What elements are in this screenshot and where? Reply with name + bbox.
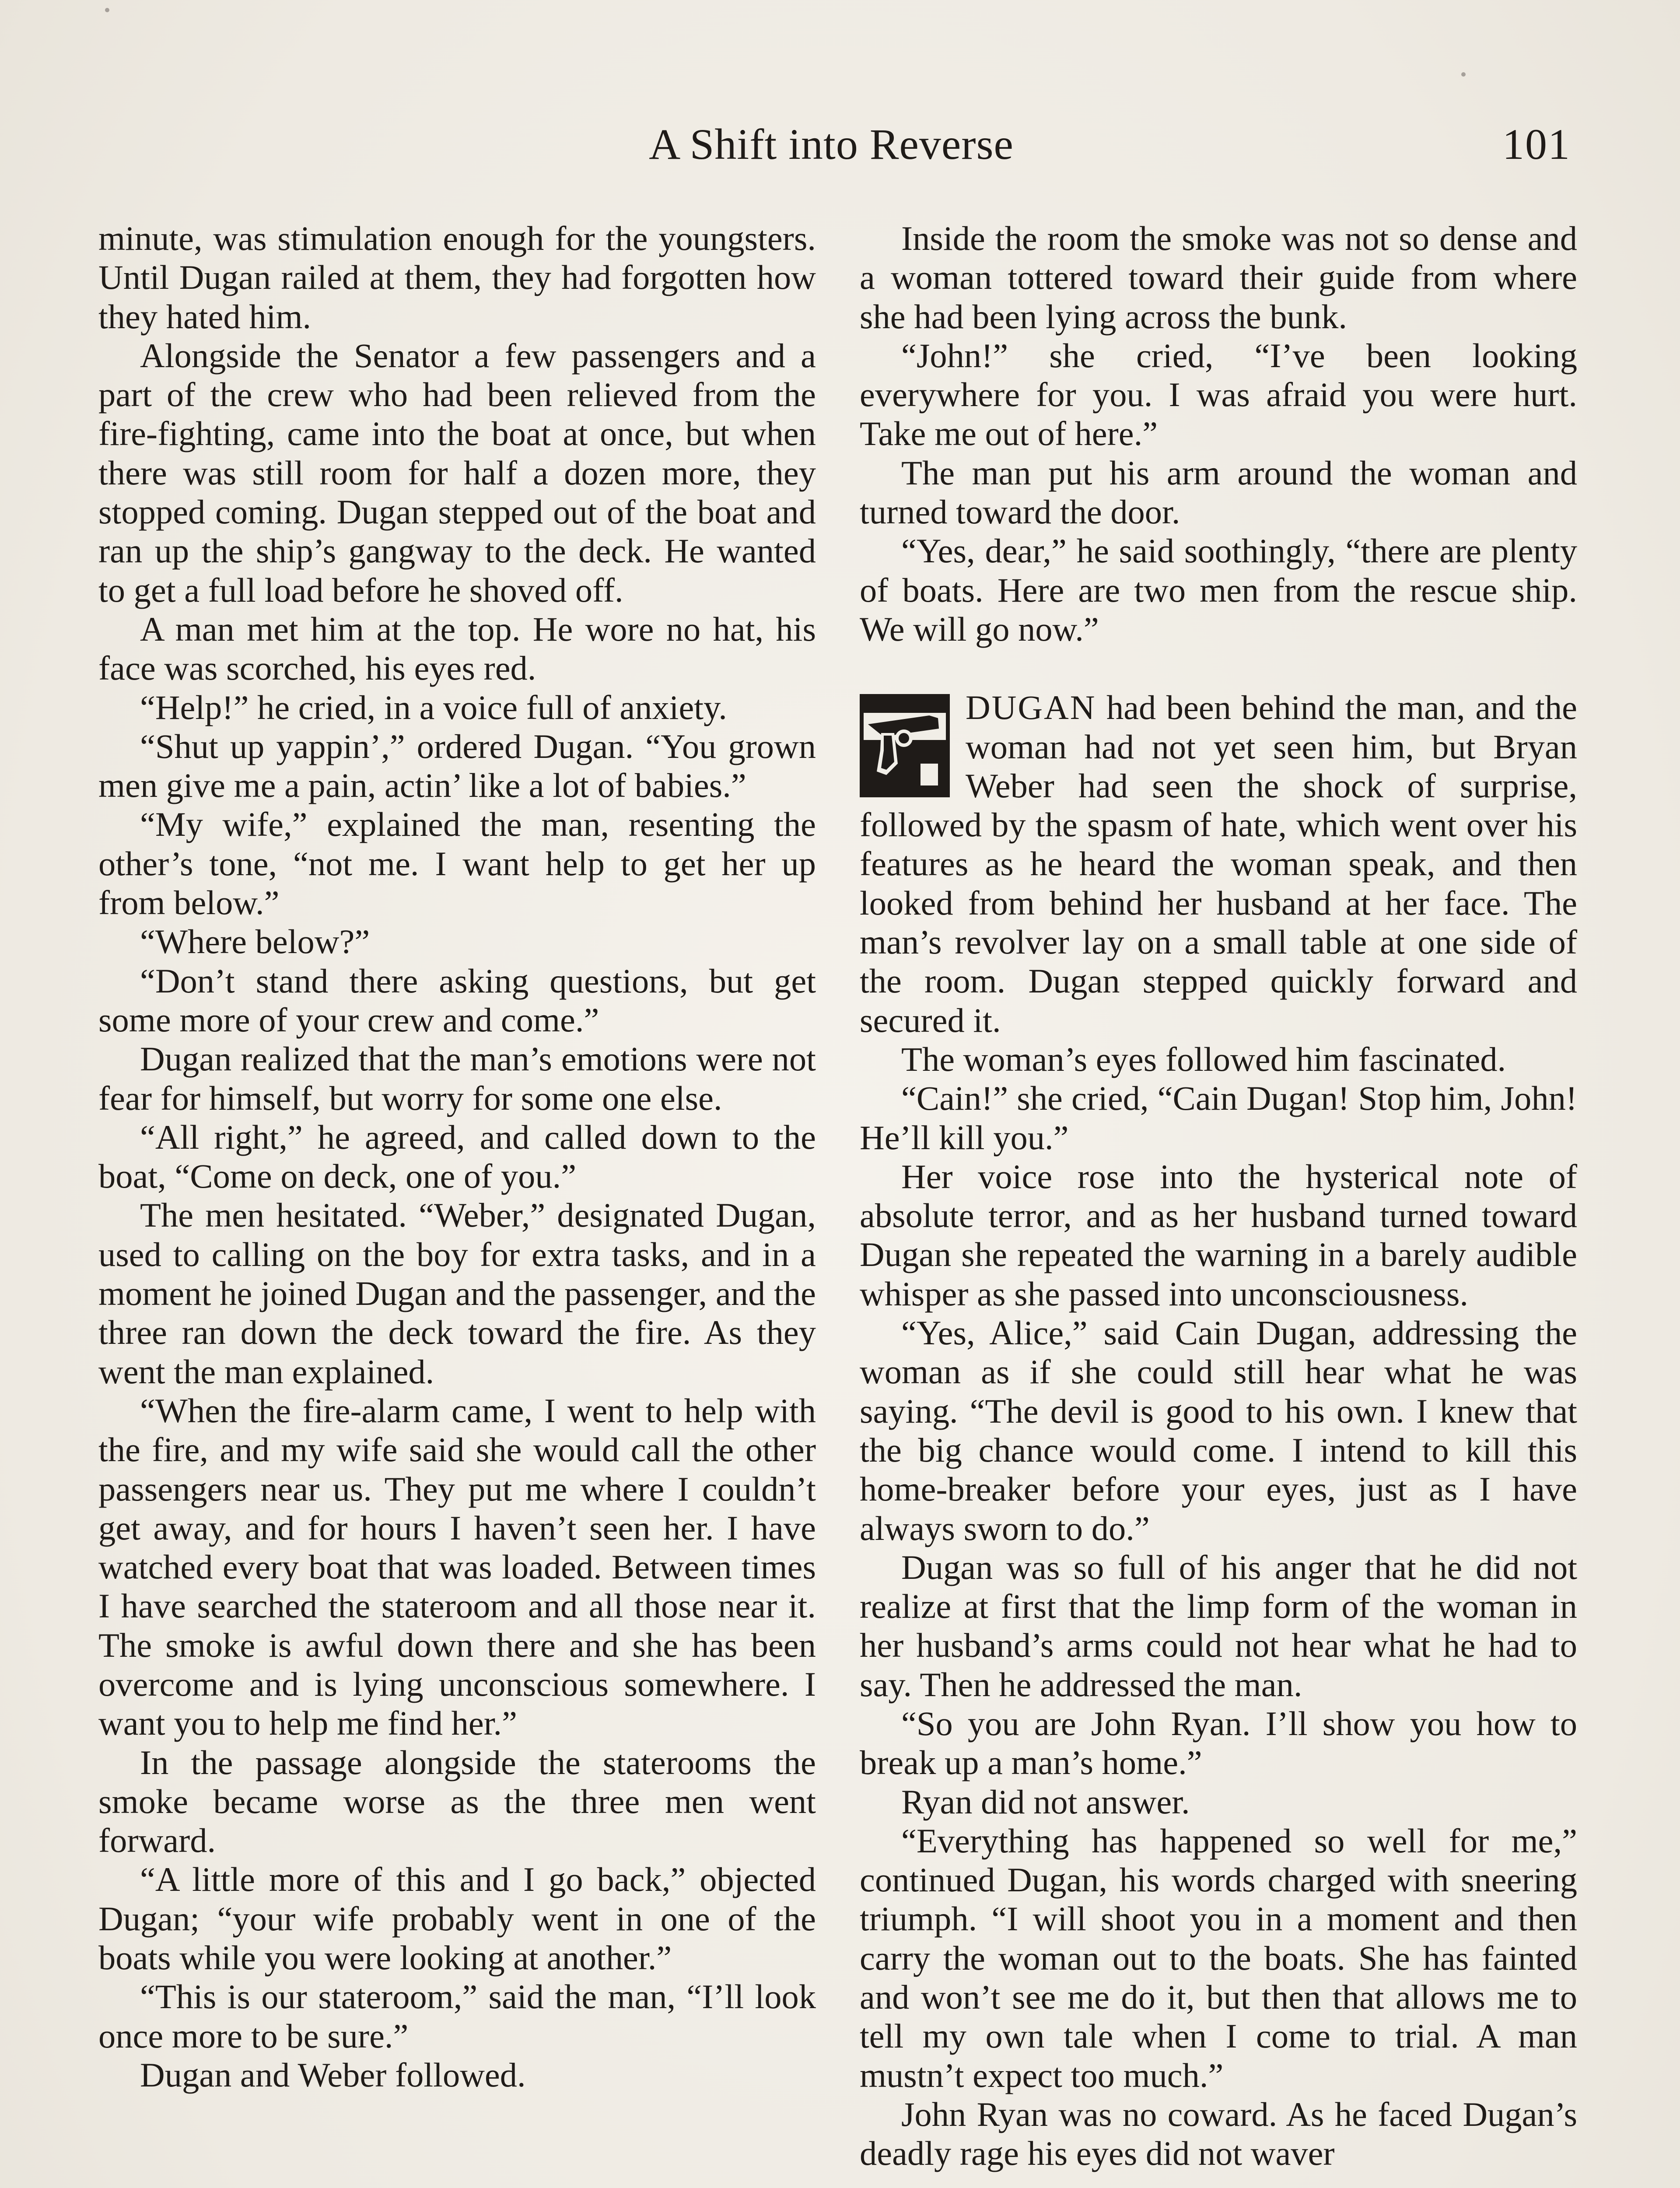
paragraph: In the passage alongside the staterooms the smoke became worse as the three men went forward. <box>98 1743 816 1860</box>
paragraph: The woman’s eyes followed him fascinated. <box>901 1040 1506 1078</box>
paragraph: “John!” she cried, “I’ve been looking everywhere for you. I was afraid you were hurt. Take me out of here.” <box>860 336 1577 453</box>
paper-speck <box>105 8 109 12</box>
lead-text: had been behind the man, and the woman had not yet seen him, but Bryan Weber had seen the shock of surprise, followed by the spasm of hate, which went over his features as he heard the woman speak, and then looked from behind her husband at her face. The man’s revolver lay on a small table at one side of the room. Dugan stepped quickly forward and secured it. <box>860 688 1577 1039</box>
paragraph: A man met him at the top. He wore no hat, his face was scorched, his eyes red. <box>98 610 816 687</box>
paragraph: Dugan realized that the man’s emotions were not fear for himself, but worry for some one else. <box>98 1040 816 1117</box>
paragraph: “Yes, Alice,” said Cain Dugan, addressing the woman as if she could still hear what he was saying. “The devil is good to his own. I knew that the big chance would come. I intend to kill this home-breaker before your eyes, just as I have always sworn to do.” <box>860 1314 1577 1547</box>
paragraph: “Yes, dear,” he said soothingly, “there are plenty of boats. Here are two men from the rescue ship. We will go now.” <box>860 532 1577 648</box>
paragraph: The man put his arm around the woman and turned toward the door. <box>860 453 1577 531</box>
drop-cap <box>860 694 956 803</box>
paragraph: “Everything has happened so well for me,” continued Dugan, his words charged with sneering triumph. “I will shoot you in a moment and then carry the woman out to the boats. She has fainted and won’t see me do it, but then that allows me to tell my own tale when I come to trial. A man mustn’t expect too much.” <box>860 1821 1577 2094</box>
paragraph: “All right,” he agreed, and called down to the boat, “Come on deck, one of you.” <box>98 1118 816 1196</box>
paragraph: “So you are John Ryan. I’ll show you how to break up a man’s home.” <box>860 1704 1577 1782</box>
paragraph: “Where below?” <box>140 922 370 961</box>
paragraph: Dugan was so full of his anger that he did not realize at first that the limp form of the woman in her husband’s arms could not hear what he had to say. Then he addressed the man. <box>860 1548 1577 1704</box>
paragraph: Her voice rose into the hysterical note of absolute terror, and as her husband turned toward Dugan she repeated the warning in a barely audible whisper as she passed into unconsciousness. <box>860 1157 1577 1313</box>
paragraph: Ryan did not answer. <box>901 1782 1190 1821</box>
paragraph: “This is our stateroom,” said the man, “I’ll look once more to be sure.” <box>98 1978 816 2055</box>
paragraph: Alongside the Senator a few passengers and a part of the crew who had been relieved from the fire-fighting, came into the boat at once, but when there was still room for half a dozen more, they stopped coming. Dugan stepped out of the boat and ran up the ship’s gangway to the deck. He wanted to get a full load before he shoved off. <box>98 336 816 609</box>
paragraph: John Ryan was no coward. As he faced Dugan’s deadly rage his eyes did not waver <box>860 2095 1577 2173</box>
right-column <box>860 219 1577 2173</box>
lead-word: DUGAN <box>966 688 1096 727</box>
paper-speck <box>1461 72 1466 77</box>
paragraph: Inside the room the smoke was not so dense and a woman tottered toward their guide from where she had been lying across the bunk. <box>860 219 1577 336</box>
running-head-title: A Shift into Reverse <box>649 120 1014 168</box>
left-column <box>98 219 816 2094</box>
paragraph: “Help!” he cried, in a voice full of anxiety. <box>140 688 727 726</box>
paragraph: minute, was stimulation enough for the youngsters. Until Dugan railed at them, they had forgotten how they hated him. <box>98 219 816 336</box>
paragraph: “Shut up yappin’,” ordered Dugan. “You grown men give me a pain, actin’ like a lot of babies.” <box>98 727 816 805</box>
paragraph: Dugan and Weber followed. <box>140 2055 526 2094</box>
section-lead-paragraph <box>860 688 1577 1040</box>
page-number: 101 <box>1502 120 1571 168</box>
paragraph: The men hesitated. “Weber,” designated Dugan, used to calling on the boy for extra tasks, and in a moment he joined Dugan and the passenger, and the three ran down the deck toward the fire. As they went the man explained. <box>98 1196 816 1391</box>
paragraph: “Don’t stand there asking questions, but get some more of your crew and come.” <box>98 961 816 1039</box>
paragraph: “When the fire-alarm came, I went to help with the fire, and my wife said she would call the other passengers near us. They put me where I couldn’t get away, and for hours I haven’t seen her. I have watched every boat that was loaded. Between times I have searched the stateroom and all those near it. The smoke is awful down there and she has been overcome and is lying unconscious somewhere. I want you to help me find her.” <box>98 1391 816 1743</box>
paragraph: “My wife,” explained the man, resenting the other’s tone, “not me. I want help to get her up from below.” <box>98 805 816 922</box>
paragraph: “A little more of this and I go back,” objected Dugan; “your wife probably went in one of the boats while you were looking at another.” <box>98 1860 816 1977</box>
revolver-drop-cap-icon <box>860 694 950 797</box>
paragraph: “Cain!” she cried, “Cain Dugan! Stop him, John! He’ll kill you.” <box>860 1079 1577 1157</box>
